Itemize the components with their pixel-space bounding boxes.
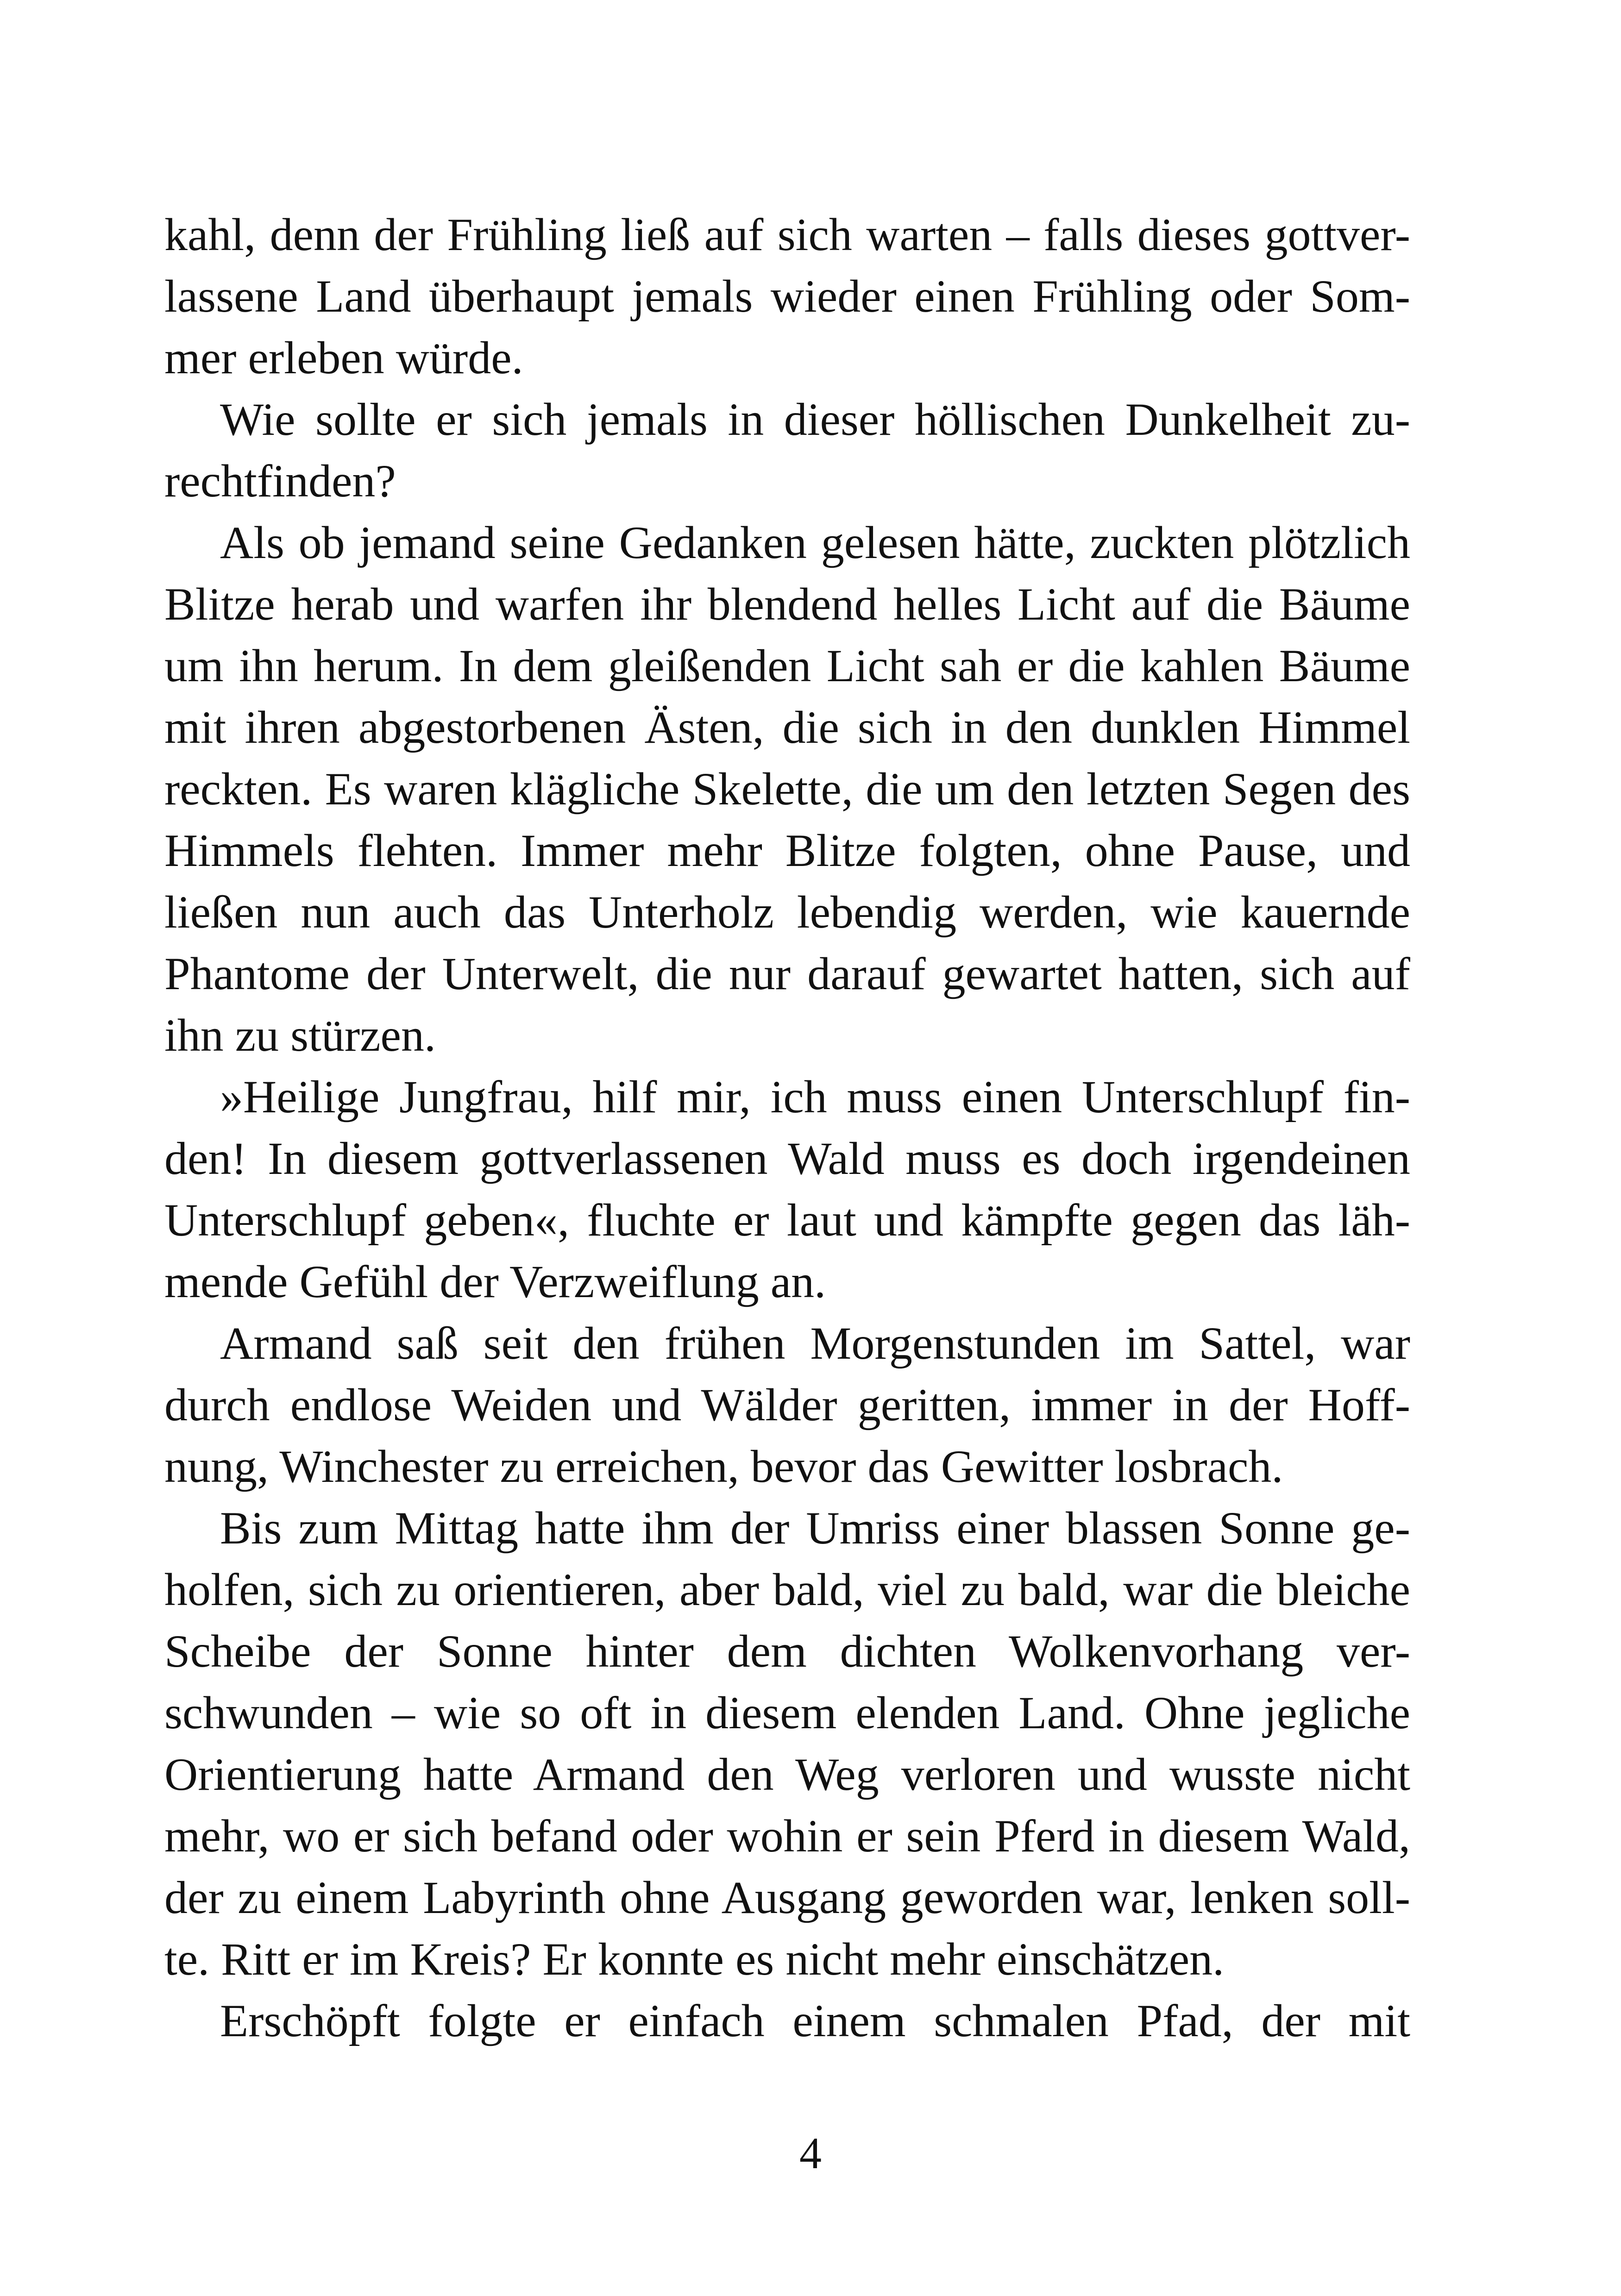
text-line: kahl, denn der Frühling ließ auf sich warten – falls dieses gottver-	[164, 209, 1410, 260]
text-line: Scheibe der Sonne hinter dem dichten Wolkenvorhang ver-	[164, 1625, 1410, 1677]
text-line: Armand saß seit den frühen Morgenstunden im Sattel, war	[220, 1317, 1410, 1369]
text-line: lassene Land überhaupt jemals wieder einen Frühling oder Som-	[164, 270, 1410, 322]
text-line: Bis zum Mittag hatte ihm der Umriss einer blassen Sonne ge-	[220, 1502, 1410, 1554]
text-line: »Heilige Jungfrau, hilf mir, ich muss einen Unterschlupf fin-	[220, 1071, 1410, 1123]
text-line: Himmels flehten. Immer mehr Blitze folgten, ohne Pause, und	[164, 825, 1410, 876]
text-line: Erschöpft folgte er einfach einem schmalen Pfad, der mit	[220, 1995, 1410, 2046]
text-line: der zu einem Labyrinth ohne Ausgang geworden war, lenken soll-	[164, 1872, 1410, 1923]
text-line: holfen, sich zu orientieren, aber bald, viel zu bald, war die bleiche	[164, 1564, 1410, 1615]
text-line: mende Gefühl der Verzweiflung an.	[164, 1256, 826, 1307]
text-line: Unterschlupf geben«, fluchte er laut und kämpfte gegen das läh-	[164, 1194, 1410, 1246]
text-line: durch endlose Weiden und Wälder geritten, immer in der Hoff-	[164, 1379, 1410, 1430]
text-line: den! In diesem gottverlassenen Wald muss es doch irgendeinen	[164, 1133, 1410, 1184]
text-line: Blitze herab und warfen ihr blendend helles Licht auf die Bäume	[164, 578, 1410, 630]
text-line: mer erleben würde.	[164, 332, 523, 383]
text-line: schwunden – wie so oft in diesem elenden Land. Ohne jegliche	[164, 1687, 1410, 1738]
text-line: te. Ritt er im Kreis? Er konnte es nicht mehr einschätzen.	[164, 1933, 1225, 1985]
text-line: Phantome der Unterwelt, die nur darauf gewartet hatten, sich auf	[164, 948, 1410, 999]
text-line: reckten. Es waren klägliche Skelette, die um den letzten Segen des	[164, 763, 1410, 815]
text-line: ließen nun auch das Unterholz lebendig werden, wie kauernde	[164, 886, 1410, 938]
page-number: 4	[799, 2128, 822, 2178]
text-line: mit ihren abgestorbenen Ästen, die sich in den dunklen Himmel	[164, 702, 1410, 753]
text-line: Wie sollte er sich jemals in dieser höllischen Dunkelheit zu-	[220, 394, 1410, 445]
text-line: Orientierung hatte Armand den Weg verloren und wusste nicht	[164, 1749, 1410, 1800]
text-line: ihn zu stürzen.	[164, 1010, 436, 1061]
text-line: Als ob jemand seine Gedanken gelesen hätte, zuckten plötzlich	[220, 517, 1410, 568]
text-line: mehr, wo er sich befand oder wohin er sein Pferd in diesem Wald,	[164, 1810, 1410, 1862]
body-text	[164, 204, 1410, 2051]
text-line: rechtfinden?	[164, 455, 396, 507]
text-line: nung, Winchester zu erreichen, bevor das Gewitter losbrach.	[164, 1441, 1283, 1492]
text-line: um ihn herum. In dem gleißenden Licht sah er die kahlen Bäume	[164, 640, 1410, 691]
